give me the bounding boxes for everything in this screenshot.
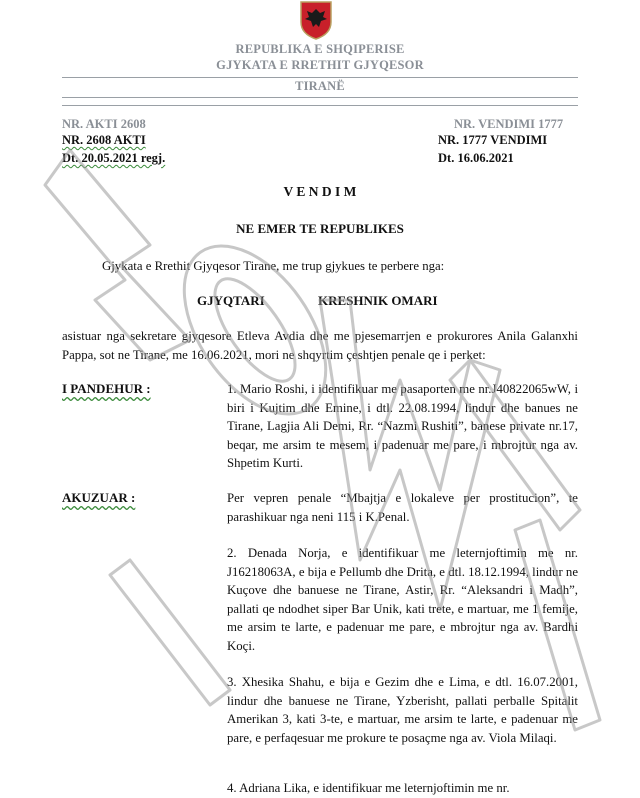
document-subtitle: NE EMER TE REPUBLIKES [236, 221, 404, 236]
decision-number-gray: NR. VENDIMI 1777 [454, 117, 564, 131]
defendant-paragraph-3: 3. Xhesika Shahu, e bija e Gezim dhe e Lima, e dtl. 16.07.2001, lindur dhe banuese ne Tirane, Yzberisht, pallati perballe Spitalit Amerikan 3, kati 3-te, e martuar, me arsim te larte, e padenuar me pare, e perfaqesuar me prokure te posaçme nga av. Viola Milaqi. [227, 675, 578, 745]
registration-date: Dt. 20.05.2021 regj. [62, 151, 166, 165]
header-rule-bottom [62, 105, 578, 106]
defendant-paragraph-4: 4. Adriana Lika, e identifikuar me leternjoftimin me nr. [227, 781, 510, 795]
document-title: V E N D I M [283, 184, 357, 199]
charge-paragraph: Per vepren penale “Mbajtja e lokaleve per prostitucion”, te parashikuar nga neni 115 i K.Penal. [227, 491, 578, 524]
judge-role: GJYQTARI [197, 293, 265, 308]
header-rule-mid [62, 97, 578, 98]
court-name: GJYKATA E RRETHIT GJYQESOR [216, 58, 424, 72]
act-number-gray: NR. AKTI 2608 [62, 117, 146, 131]
decision-date: Dt. 16.06.2021 [438, 151, 514, 165]
city-name: TIRANË [295, 79, 345, 93]
country-name: REPUBLIKA E SHQIPERISE [235, 42, 405, 56]
judge-name: KRESHNIK OMARI [318, 293, 438, 308]
defendant-paragraph-2: 2. Denada Norja, e identifikuar me leternjoftimin me nr. J16218063A, e bija e Pellumb dhe Drita, e dtl. 18.12.1994, lindur ne Kuçove dhe banuese ne Tirane, Astir, Rr. “Aleksandri i Madh”, pallati qe ndodhet siper Bar Unik, kati trete, e martuar, me 1 femije, me arsim te larte, e padenuar me pare, e mbrojtur nga av. Bardhi Koçi. [227, 546, 578, 653]
act-number: NR. 2608 AKTI [62, 133, 146, 147]
defendant-paragraph-1: 1. Mario Roshi, i identifikuar me pasaporten me nr.J40822065wW, i biri i Kujtim dhe Emine, i dtl. 22.08.1994, lindur dhe banues ne Tirane, Lagjia Ali Demi, Rr. “Nazmi Rushiti”, banese private nr.17, beqar, me arsim te mesem, i padenuar me pare, i mbrojtur nga av. Shpetim Kurti. [227, 382, 578, 471]
coat-of-arms-icon [299, 0, 333, 40]
defendant-label: I PANDEHUR : [62, 381, 151, 396]
charge-label: AKUZUAR : [62, 490, 136, 505]
assisted-paragraph: asistuar nga sekretare gjyqesore Etleva Avdia dhe me pjesemarrjen e prokurores Anila Galanxhi Pappa, sot ne Tirane, me 16.06.2021, mori ne shqyrtim çeshtjen penale qe i perket: [62, 329, 578, 362]
header-rule-top [62, 77, 578, 78]
decision-number: NR. 1777 VENDIMI [438, 133, 548, 147]
intro-text: Gjykata e Rrethit Gjyqesor Tirane, me trup gjykues te perbere nga: [102, 259, 445, 273]
